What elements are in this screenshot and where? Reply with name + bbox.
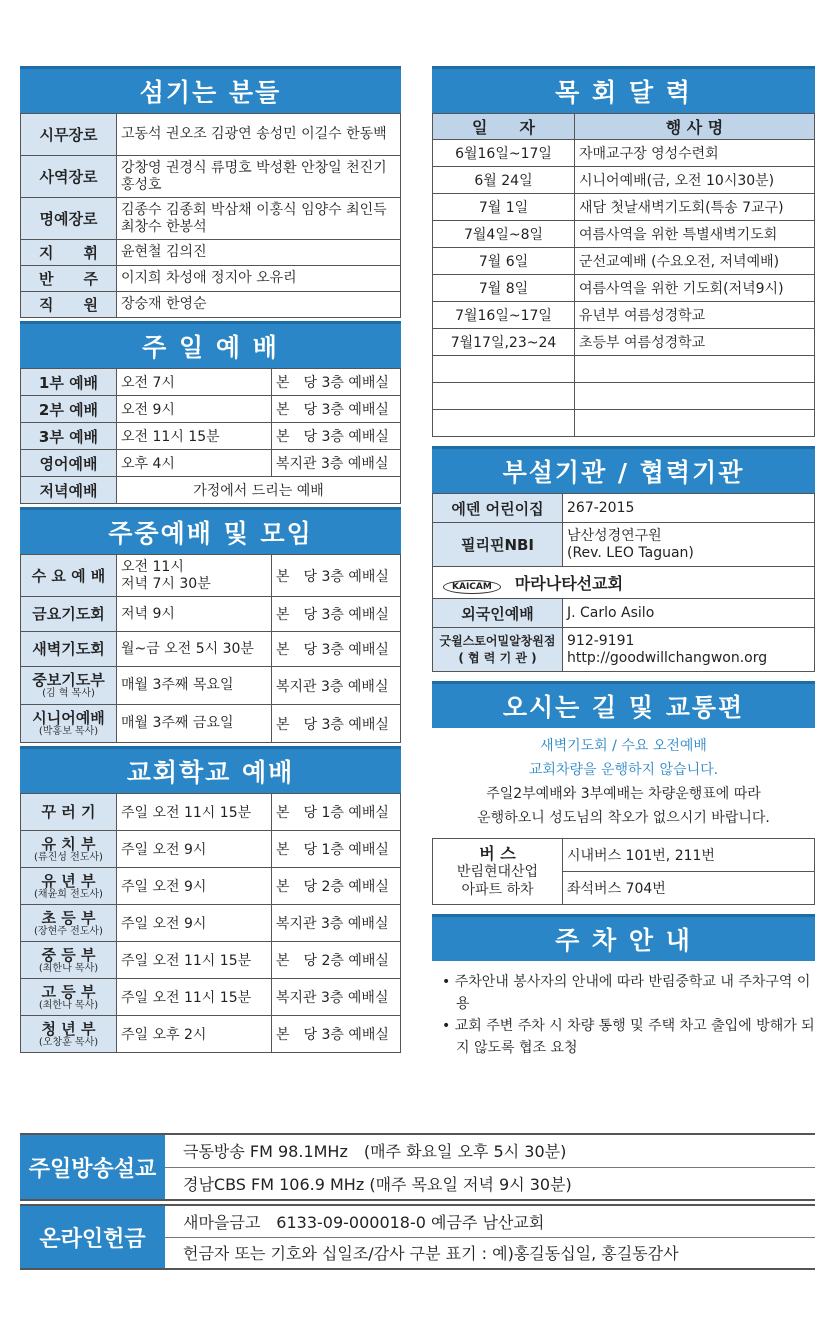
bus-stop: 반림현대산업	[456, 863, 539, 880]
row-sublabel: (최한나 목사)	[38, 962, 99, 974]
school-row	[21, 794, 401, 831]
school-row	[21, 905, 401, 942]
row-label-cell	[21, 905, 117, 942]
notice-blue-line: 교회차량을 운행하지 않습니다.	[528, 762, 719, 778]
bus-table	[432, 838, 815, 905]
row-label: 청 년 부	[41, 1019, 96, 1038]
midweek-row	[21, 667, 401, 705]
serving-row	[21, 156, 401, 198]
affiliate-value: 267-2015	[563, 494, 815, 523]
serving-role: 직 원	[21, 292, 117, 318]
calendar-event: 여름사역을 위한 특별새벽기도회	[575, 221, 815, 248]
sunday-header: 주 일 예 배	[20, 321, 401, 368]
serving-row	[21, 240, 401, 266]
sunday-row	[21, 450, 401, 477]
serving-names: 강창영 권경식 류명호 박성환 안창일 천진기 홍성호	[117, 156, 401, 198]
calendar-event: 여름사역을 위한 기도회(저녁9시)	[575, 275, 815, 302]
service-time: 오후 4시	[117, 450, 272, 477]
service-name: 3부 예배	[21, 423, 117, 450]
kaicam-name: 마라나타선교회	[514, 574, 624, 593]
row-label-cell	[21, 868, 117, 905]
serving-row	[21, 114, 401, 156]
school-time: 주일 오전 11시 15분	[117, 794, 272, 831]
midweek-header: 주중예배 및 모임	[20, 507, 401, 554]
calendar-row	[433, 167, 815, 194]
school-time: 주일 오후 2시	[117, 1016, 272, 1053]
service-place: 본 당 3층 예배실	[272, 396, 401, 423]
calendar-row	[433, 140, 815, 167]
school-table	[20, 793, 401, 1053]
calendar-date	[433, 383, 575, 410]
serving-header: 섬기는 분들	[20, 66, 401, 113]
calendar-date: 6월 24일	[433, 167, 575, 194]
serving-names: 윤현철 김의진	[117, 240, 401, 266]
broadcast-bar	[20, 1133, 815, 1201]
row-label: 수 요 예 배	[31, 566, 106, 585]
row-label: 시니어예배	[32, 709, 105, 727]
row-label: 고 등 부	[41, 982, 96, 1001]
row-label-cell	[21, 942, 117, 979]
school-row	[21, 1016, 401, 1053]
service-time: 오전 9시	[117, 396, 272, 423]
serving-role: 명예장로	[21, 198, 117, 240]
kaicam-row	[433, 567, 815, 599]
serving-names: 김종수 김종회 박삼채 이홍식 임양수 최인득 최창수 한봉석	[117, 198, 401, 240]
service-name: 1부 예배	[21, 369, 117, 396]
school-place: 본 당 2층 예배실	[272, 942, 401, 979]
row-label: 유 치 부	[41, 834, 96, 853]
sunday-row	[21, 477, 401, 504]
school-time: 주일 오전 9시	[117, 905, 272, 942]
kaicam-logo: KAICAM	[443, 580, 501, 594]
school-row	[21, 868, 401, 905]
calendar-date: 7월16일~17일	[433, 302, 575, 329]
midweek-row	[21, 597, 401, 632]
bus-route: 좌석버스 704번	[563, 872, 815, 905]
row-label-cell	[21, 597, 117, 632]
calendar-event	[575, 410, 815, 437]
calendar-event: 시니어예배(금, 오전 10시30분)	[575, 167, 815, 194]
directions-header: 오시는 길 및 교통편	[432, 681, 815, 728]
calendar-row	[433, 410, 815, 437]
school-place: 복지관 3층 예배실	[272, 905, 401, 942]
school-header: 교회학교 예배	[20, 746, 401, 793]
meeting-time: 오전 11시 저녁 7시 30분	[117, 555, 272, 597]
bus-label: 버 스	[479, 843, 516, 863]
affiliate-label: 굿윌스토어밀알창원점 ( 협 력 기 관 )	[433, 628, 563, 672]
sunday-row	[21, 396, 401, 423]
calendar-date: 7월17일,23~24	[433, 329, 575, 356]
service-time: 오전 7시	[117, 369, 272, 396]
calendar-row	[433, 329, 815, 356]
calendar-event: 새담 첫날새벽기도회(특송 7교구)	[575, 194, 815, 221]
affiliate-value: J. Carlo Asilo	[563, 599, 815, 628]
row-label: 중 등 부	[41, 945, 96, 964]
calendar-table	[432, 113, 815, 437]
row-label: 초 등 부	[41, 908, 96, 927]
service-place: 본 당 3층 예배실	[272, 369, 401, 396]
row-label-cell	[21, 794, 117, 831]
affiliate-label: 외국인예배	[433, 599, 563, 628]
row-sublabel: (류진성 전도사)	[34, 851, 103, 863]
offering-label: 온라인헌금	[20, 1206, 165, 1268]
row-label-cell	[21, 667, 117, 705]
meeting-place: 본 당 3층 예배실	[272, 555, 401, 597]
meeting-time: 월~금 오전 5시 30분	[117, 632, 272, 667]
school-row	[21, 979, 401, 1016]
midweek-row	[21, 555, 401, 597]
school-time: 주일 오전 9시	[117, 868, 272, 905]
row-sublabel: (김 혁 목사)	[42, 688, 95, 699]
row-label-cell	[21, 1016, 117, 1053]
service-place: 복지관 3층 예배실	[272, 450, 401, 477]
affiliate-label: 에덴 어린이집	[433, 494, 563, 523]
meeting-time: 매월 3주째 목요일	[117, 667, 272, 705]
school-place: 본 당 3층 예배실	[272, 1016, 401, 1053]
serving-role: 사역장로	[21, 156, 117, 198]
service-name: 2부 예배	[21, 396, 117, 423]
calendar-row	[433, 356, 815, 383]
broadcast-lines	[165, 1135, 815, 1199]
offering-line: 새마을금고 6133-09-000018-0 예금주 남산교회	[183, 1212, 545, 1232]
calendar-date: 6월16일~17일	[433, 140, 575, 167]
row-sublabel: (채윤희 전도사)	[34, 888, 103, 900]
meeting-place: 복지관 3층 예배실	[272, 667, 401, 705]
calendar-event: 자매교구장 영성수련회	[575, 140, 815, 167]
calendar-row	[433, 302, 815, 329]
serving-row	[21, 292, 401, 318]
calendar-date: 7월 6일	[433, 248, 575, 275]
parking-item: • 주차안내 봉사자의 안내에 따라 반림중학교 내 주차구역 이용	[442, 974, 811, 1012]
row-label-cell	[21, 831, 117, 868]
service-place: 본 당 3층 예배실	[272, 423, 401, 450]
calendar-date: 7월 1일	[433, 194, 575, 221]
row-label-cell	[21, 705, 117, 743]
meeting-time: 매월 3주째 금요일	[117, 705, 272, 743]
row-label: 금요기도회	[32, 605, 105, 623]
calendar-event	[575, 356, 815, 383]
row-label-cell	[21, 555, 117, 597]
school-time: 주일 오전 11시 15분	[117, 942, 272, 979]
sunday-row	[21, 423, 401, 450]
broadcast-line: 경남CBS FM 106.9 MHz (매주 목요일 저녁 9시 30분)	[165, 1167, 815, 1200]
school-place: 본 당 1층 예배실	[272, 794, 401, 831]
directions-notice	[432, 728, 815, 838]
serving-names: 고동석 권오조 김광연 송성민 이길수 한동백	[117, 114, 401, 156]
broadcast-line: 극동방송 FM 98.1MHz (매주 화요일 오후 5시 30분)	[183, 1142, 567, 1162]
notice-blue-line: 새벽기도회 / 수요 오전예배	[540, 738, 707, 754]
meeting-time: 저녁 9시	[117, 597, 272, 632]
sunday-table	[20, 368, 401, 504]
bus-label-cell	[433, 839, 563, 905]
affiliates-table	[432, 493, 815, 672]
affiliates-header: 부설기관 / 협력기관	[432, 446, 815, 493]
school-row	[21, 942, 401, 979]
notice-line: 운행하오니 성도님의 착오가 없으시기 바랍니다.	[477, 810, 770, 826]
school-row	[21, 831, 401, 868]
calendar-event: 군선교예배 (수요오전, 저녁예배)	[575, 248, 815, 275]
serving-role: 지 휘	[21, 240, 117, 266]
row-label: 유 년 부	[41, 871, 96, 890]
meeting-place: 본 당 3층 예배실	[272, 705, 401, 743]
parking-list	[432, 971, 815, 1059]
school-place: 본 당 2층 예배실	[272, 868, 401, 905]
broadcast-label: 주일방송설교	[20, 1135, 165, 1199]
row-label-cell	[21, 632, 117, 667]
bus-stop: 아파트 하차	[461, 881, 534, 898]
calendar-date	[433, 356, 575, 383]
left-column	[20, 66, 401, 1053]
row-sublabel: (오창훈 목사)	[38, 1036, 99, 1048]
serving-role: 반 주	[21, 266, 117, 292]
right-column	[432, 66, 815, 1059]
serving-role: 시무장로	[21, 114, 117, 156]
calendar-date	[433, 410, 575, 437]
school-place: 본 당 1층 예배실	[272, 831, 401, 868]
calendar-header: 목 회 달 력	[432, 66, 815, 113]
calendar-col-date: 일 자	[433, 114, 575, 140]
serving-row	[21, 198, 401, 240]
calendar-row	[433, 383, 815, 410]
meeting-place: 본 당 3층 예배실	[272, 597, 401, 632]
calendar-event	[575, 383, 815, 410]
midweek-row	[21, 705, 401, 743]
bus-route: 시내버스 101번, 211번	[563, 839, 815, 872]
calendar-event: 초등부 여름성경학교	[575, 329, 815, 356]
service-time: 오전 11시 15분	[117, 423, 272, 450]
row-sublabel: (최한나 목사)	[38, 999, 99, 1011]
row-sublabel: (장현주 전도사)	[34, 925, 103, 937]
offering-bar	[20, 1204, 815, 1270]
calendar-row	[433, 275, 815, 302]
affiliate-value: 남산성경연구원 (Rev. LEO Taguan)	[563, 523, 815, 567]
calendar-event: 유년부 여름성경학교	[575, 302, 815, 329]
midweek-table	[20, 554, 401, 743]
calendar-row	[433, 221, 815, 248]
row-sublabel: (박홍보 목사)	[38, 726, 99, 737]
calendar-row	[433, 194, 815, 221]
service-name: 영어예배	[21, 450, 117, 477]
sunday-row	[21, 369, 401, 396]
row-label: 새벽기도회	[32, 640, 105, 658]
calendar-date: 7월 8일	[433, 275, 575, 302]
serving-row	[21, 266, 401, 292]
parking-header: 주 차 안 내	[432, 914, 815, 961]
school-time: 주일 오전 9시	[117, 831, 272, 868]
offering-line: 헌금자 또는 기호와 십일조/감사 구분 표기 : 예)홍길동십일, 홍길동감사	[165, 1237, 815, 1269]
serving-names: 이지희 차성애 정지아 오유리	[117, 266, 401, 292]
calendar-row	[433, 248, 815, 275]
calendar-date: 7월4일~8일	[433, 221, 575, 248]
affiliate-label: 필리핀NBI	[433, 523, 563, 567]
row-label: 중보기도부	[32, 671, 105, 689]
row-label: 꾸 러 기	[41, 803, 96, 821]
school-time: 주일 오전 11시 15분	[117, 979, 272, 1016]
service-name: 저녁예배	[21, 477, 117, 504]
row-label-cell	[21, 979, 117, 1016]
offering-lines	[165, 1206, 815, 1268]
service-note: 가정에서 드리는 예배	[117, 477, 401, 504]
calendar-col-event: 행 사 명	[575, 114, 815, 140]
serving-table	[20, 113, 401, 318]
midweek-row	[21, 632, 401, 667]
parking-item: • 교회 주변 주차 시 차량 통행 및 주택 차고 출입에 방해가 되지 않도록 협조 요청	[442, 1018, 815, 1056]
school-place: 복지관 3층 예배실	[272, 979, 401, 1016]
meeting-place: 본 당 3층 예배실	[272, 632, 401, 667]
affiliate-value: 912-9191 http://goodwillchangwon.org	[563, 628, 815, 672]
serving-names: 장숭재 한영순	[117, 292, 401, 318]
notice-line: 주일2부예배와 3부예배는 차량운행표에 따라	[486, 786, 761, 802]
